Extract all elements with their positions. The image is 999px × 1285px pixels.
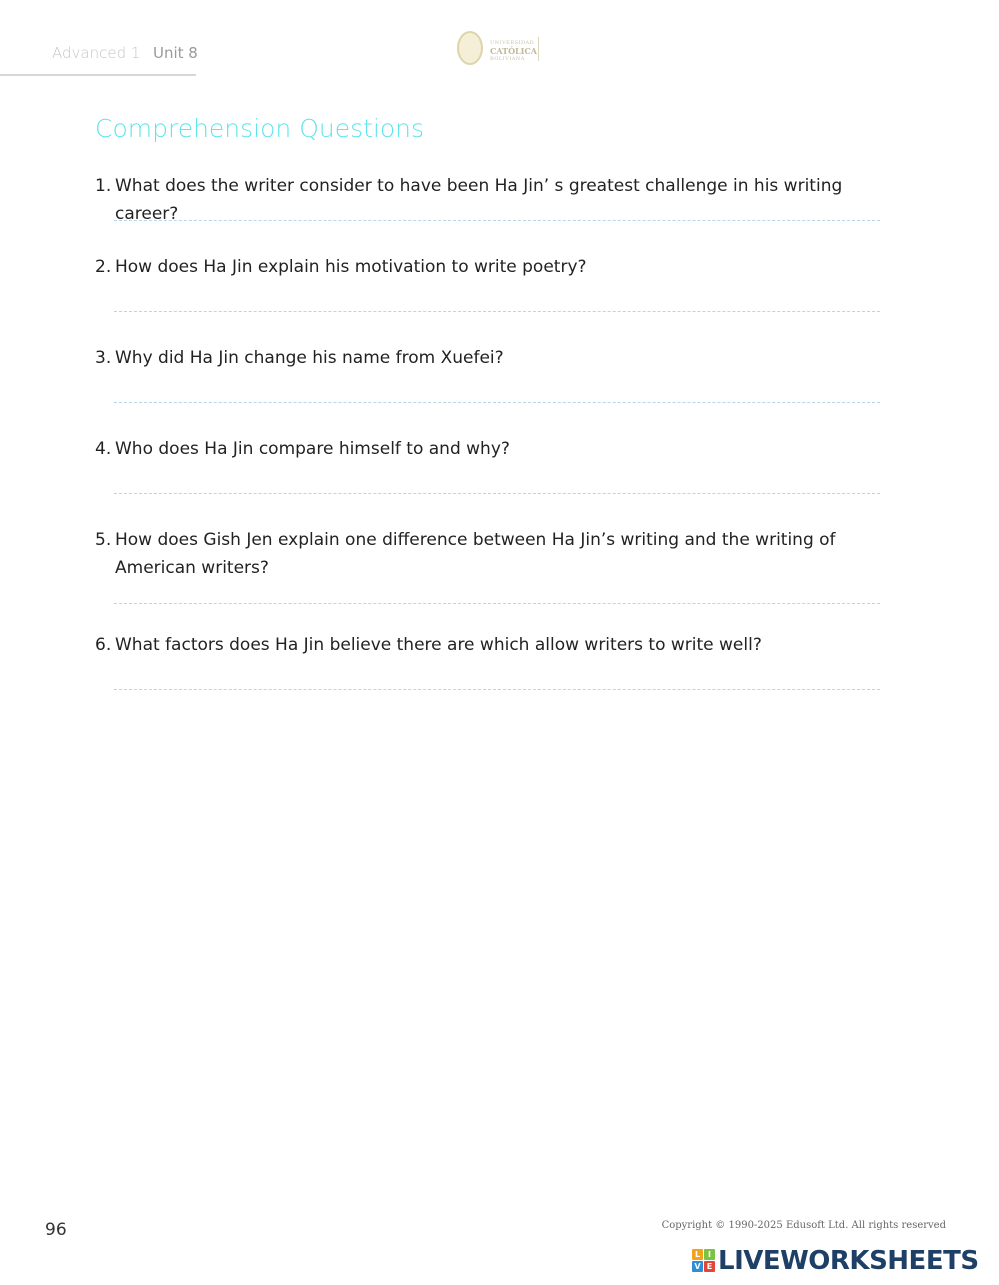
question-number: 1. [95,176,112,196]
question-4 [95,435,895,463]
brand-block: E [704,1261,715,1272]
answer-line-5[interactable] [114,603,880,604]
question-number: 2. [95,257,112,277]
question-text: What factors does Ha Jin believe there are which allow writers to write well? [115,635,762,655]
question-text: How does Gish Jen explain one difference between Ha Jin’s writing and the writing of American writers? [115,530,836,578]
question-text: Who does Ha Jin compare himself to and why? [115,439,510,459]
question-number: 5. [95,530,112,550]
logo-line-2: CATÓLICA [490,46,537,56]
liveworksheets-blocks-icon [692,1249,716,1273]
question-2 [95,253,895,281]
question-number: 4. [95,439,112,459]
answer-line-4[interactable] [114,493,880,494]
question-text: Why did Ha Jin change his name from Xuefei? [115,348,504,368]
question-number: 6. [95,635,112,655]
question-text: How does Ha Jin explain his motivation to write poetry? [115,257,587,277]
question-3 [95,344,895,372]
header-divider [0,74,196,76]
question-5 [95,526,895,582]
brand-block: V [692,1261,703,1272]
university-logo [457,31,543,69]
brand-block: I [704,1249,715,1260]
copyright-notice: Copyright © 1990-2025 Edusoft Ltd. All rights reserved [661,1220,946,1231]
page-number: 96 [45,1220,67,1240]
header-course: Advanced 1 [52,44,141,62]
logo-line-3: BOLIVIANA [490,56,525,62]
liveworksheets-wordmark: LIVEWORKSHEETS [718,1246,979,1276]
university-seal-icon [457,31,483,65]
question-text: What does the writer consider to have been Ha Jin’ s greatest challenge in his writing career? [115,176,843,224]
section-title: Comprehension Questions [95,114,425,143]
answer-line-3[interactable] [114,402,880,403]
answer-line-1[interactable] [114,220,880,221]
answer-line-6[interactable] [114,689,880,690]
liveworksheets-logo[interactable] [692,1246,992,1276]
logo-line-1: UNIVERSIDAD [490,40,535,46]
logo-divider [538,37,539,61]
question-6 [95,631,895,659]
brand-block: L [692,1249,703,1260]
university-logo-text [490,39,537,63]
question-number: 3. [95,348,112,368]
answer-line-2[interactable] [114,311,880,312]
header-unit: Unit 8 [153,44,198,62]
